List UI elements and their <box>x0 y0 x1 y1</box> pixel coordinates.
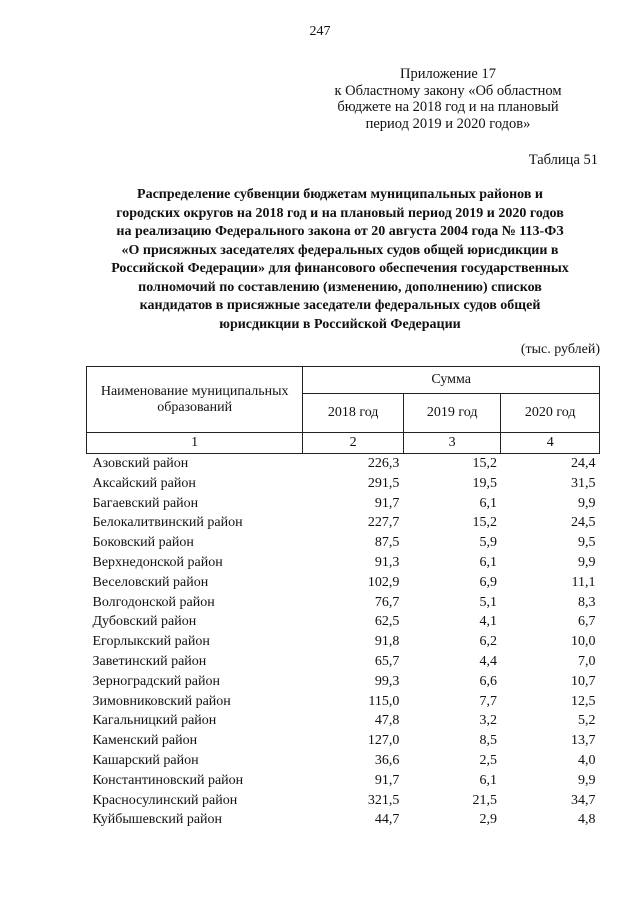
value-2020: 12,5 <box>571 693 596 709</box>
value-2018: 65,7 <box>374 653 400 669</box>
value-2019: 21,5 <box>472 792 497 808</box>
value-2019: 8,5 <box>479 733 497 749</box>
value-2019: 15,2 <box>472 456 497 471</box>
column-index: 4 <box>501 433 600 454</box>
municipality-name: Белокалитвинский район <box>92 515 243 531</box>
value-2018: 291,5 <box>367 475 400 491</box>
table-row <box>87 632 600 652</box>
header-year-2019: 2019 год <box>403 394 501 433</box>
header-municipality-line: Наименование муниципальных <box>100 383 289 399</box>
value-2020: 4,0 <box>578 752 596 768</box>
municipality-name: Зимовниковский район <box>92 693 231 709</box>
municipality-name: Егорлыкский район <box>92 634 210 650</box>
title-line: Распределение субвенции бюджетам муниципальных районов и <box>137 187 543 202</box>
table-row <box>87 454 600 474</box>
table-row <box>87 533 600 553</box>
value-2020: 24,4 <box>571 456 596 471</box>
municipality-name: Азовский район <box>92 456 189 471</box>
value-2020: 11,1 <box>571 574 596 590</box>
value-2019: 2,5 <box>479 752 497 768</box>
municipality-name: Боковский район <box>92 535 194 551</box>
value-2019: 7,7 <box>479 693 497 709</box>
table-row <box>87 672 600 692</box>
subvention-table <box>86 366 600 830</box>
municipality-name: Кагальницкий район <box>92 713 217 729</box>
municipality-name: Красносулинский район <box>92 792 238 808</box>
table-row <box>87 474 600 494</box>
table-row <box>87 593 600 613</box>
municipality-name: Веселовский район <box>92 574 209 590</box>
value-2020: 8,3 <box>578 594 596 610</box>
table-row <box>87 791 600 811</box>
value-2020: 9,9 <box>578 772 596 788</box>
table-row <box>87 513 600 533</box>
value-2018: 99,3 <box>374 673 400 689</box>
table-row <box>87 731 600 751</box>
header-year-2020: 2020 год <box>501 394 600 433</box>
table-row <box>87 751 600 771</box>
title-line: на реализацию Федерального закона от 20 августа 2004 года № 113-ФЗ <box>116 224 564 239</box>
municipality-name: Константиновский район <box>92 772 244 788</box>
value-2018: 227,7 <box>367 515 400 531</box>
value-2018: 62,5 <box>374 614 400 630</box>
table-row <box>87 652 600 672</box>
value-2019: 3,2 <box>479 713 497 729</box>
value-2019: 6,9 <box>479 574 497 590</box>
title-line: кандидатов в присяжные заседатели федеральных судов общей <box>139 298 541 313</box>
value-2019: 6,6 <box>479 673 497 689</box>
value-2020: 9,9 <box>578 495 596 511</box>
municipality-name: Заветинский район <box>92 653 207 669</box>
title-line: полномочий по составлению (изменению, дополнению) списков <box>138 279 542 295</box>
municipality-name: Зерноградский район <box>92 673 220 689</box>
column-index: 3 <box>403 433 501 454</box>
appendix-line: Приложение 17 <box>400 66 496 82</box>
value-2018: 44,7 <box>374 812 400 828</box>
units-label: (тыс. рублей) <box>520 342 600 357</box>
value-2018: 47,8 <box>374 713 400 729</box>
value-2018: 91,3 <box>374 554 400 570</box>
table-row <box>87 553 600 573</box>
header-municipality <box>87 367 303 433</box>
header-sum: Сумма <box>303 367 600 394</box>
table-number: Таблица 51 <box>528 152 598 168</box>
value-2020: 24,5 <box>571 515 596 531</box>
table-row <box>87 612 600 632</box>
page-number: 247 <box>309 24 331 39</box>
value-2018: 127,0 <box>367 733 400 749</box>
header-year-2018: 2018 год <box>303 394 404 433</box>
appendix-line: бюджете на 2018 год и на плановый <box>337 99 559 115</box>
municipality-name: Волгодонской район <box>92 594 215 610</box>
header-municipality-line: образований <box>157 399 233 415</box>
value-2018: 102,9 <box>367 574 400 590</box>
title-line: «О присяжных заседателях федеральных судов общей юрисдикции в <box>121 242 559 258</box>
municipality-name: Кашарский район <box>92 752 199 768</box>
value-2020: 4,8 <box>578 812 596 828</box>
value-2020: 10,0 <box>571 634 596 650</box>
municipality-name: Верхнедонской район <box>92 554 223 570</box>
value-2020: 9,9 <box>578 554 596 570</box>
value-2018: 76,7 <box>374 594 400 610</box>
value-2020: 7,0 <box>578 653 596 669</box>
value-2020: 34,7 <box>571 792 596 808</box>
value-2018: 91,8 <box>374 634 400 650</box>
table-row <box>87 494 600 514</box>
table-row <box>87 692 600 712</box>
title-line: юрисдикции в Российской Федерации <box>219 316 461 332</box>
table-row <box>87 810 600 830</box>
column-index: 2 <box>303 433 404 454</box>
value-2019: 6,1 <box>479 495 497 511</box>
value-2019: 4,4 <box>479 653 497 669</box>
document-title <box>90 186 590 334</box>
value-2020: 31,5 <box>571 475 596 491</box>
municipality-name: Куйбышевский район <box>92 812 223 828</box>
table-row <box>87 573 600 593</box>
value-2018: 321,5 <box>367 792 400 808</box>
column-index: 1 <box>87 433 303 454</box>
value-2019: 4,1 <box>479 614 497 630</box>
value-2019: 19,5 <box>472 475 497 491</box>
table-row <box>87 771 600 791</box>
value-2019: 6,1 <box>479 554 497 570</box>
municipality-name: Багаевский район <box>92 495 199 511</box>
municipality-name: Дубовский район <box>92 614 197 630</box>
value-2020: 13,7 <box>571 733 596 749</box>
value-2019: 6,2 <box>479 634 497 650</box>
value-2020: 5,2 <box>578 713 596 729</box>
municipality-name: Аксайский район <box>92 475 196 491</box>
value-2018: 115,0 <box>368 693 400 709</box>
value-2019: 5,9 <box>479 535 497 551</box>
value-2019: 2,9 <box>479 812 497 828</box>
municipality-name: Каменский район <box>92 733 198 749</box>
title-line: Российской Федерации» для финансового обеспечения государственных <box>111 261 569 276</box>
value-2020: 9,5 <box>578 535 596 551</box>
value-2018: 36,6 <box>374 752 400 768</box>
appendix-line: период 2019 и 2020 годов» <box>365 115 531 132</box>
value-2020: 6,7 <box>578 614 596 630</box>
value-2019: 15,2 <box>472 515 497 531</box>
value-2018: 91,7 <box>374 772 400 788</box>
appendix-reference <box>308 66 588 132</box>
title-line: городских округов на 2018 год и на плановый период 2019 и 2020 годов <box>116 205 564 221</box>
value-2018: 226,3 <box>367 456 400 471</box>
value-2020: 10,7 <box>571 673 596 689</box>
appendix-line: к Областному закону «Об областном <box>334 82 562 99</box>
value-2019: 5,1 <box>479 594 497 610</box>
value-2019: 6,1 <box>479 772 497 788</box>
table-row <box>87 711 600 731</box>
value-2018: 91,7 <box>374 495 400 511</box>
value-2018: 87,5 <box>374 535 400 551</box>
